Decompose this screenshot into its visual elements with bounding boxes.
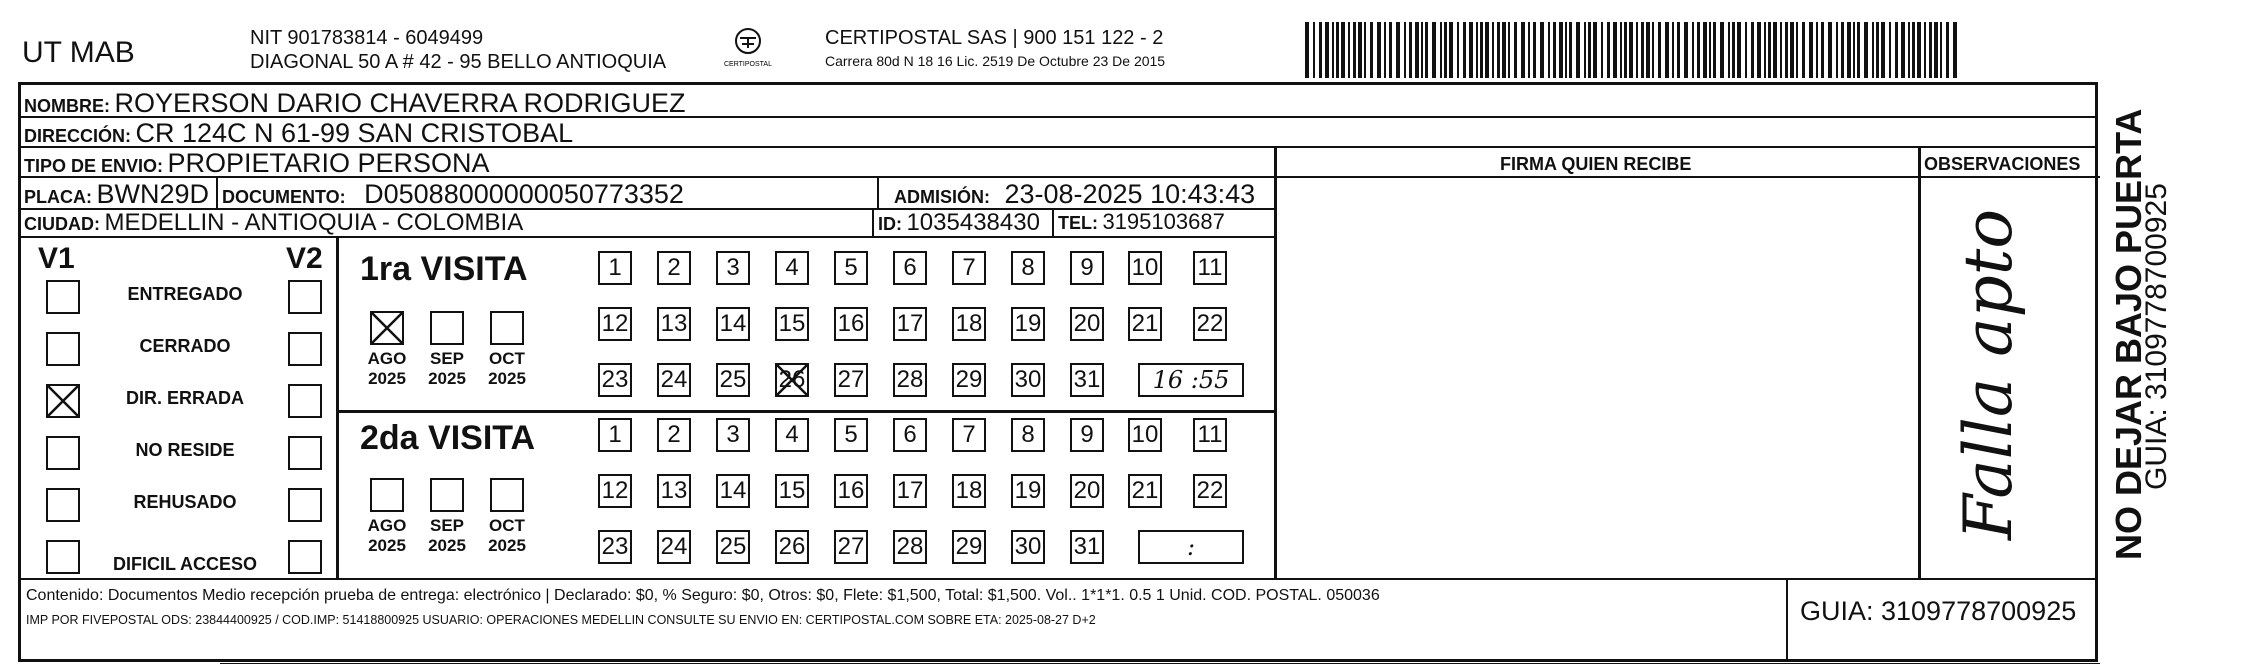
- barcode-bar: [1802, 22, 1805, 78]
- barcode-bar: [1773, 22, 1777, 78]
- barcode-bar: [1658, 22, 1661, 78]
- time-box[interactable]: :: [1138, 530, 1244, 564]
- v2-label: V2: [286, 242, 323, 275]
- barcode-bar: [1476, 22, 1478, 78]
- barcode-bar: [1593, 22, 1597, 78]
- barcode-bar: [1709, 22, 1711, 78]
- footer-guia: GUIA: 3109778700925: [1800, 596, 2077, 626]
- month-checkbox[interactable]: [430, 478, 464, 512]
- day-box[interactable]: 8: [1011, 418, 1045, 452]
- barcode-bar: [1353, 22, 1356, 78]
- barcode-bar: [1895, 22, 1898, 78]
- day-box[interactable]: 21: [1128, 307, 1162, 341]
- barcode-bar: [1313, 22, 1315, 78]
- barcode-bar: [1305, 22, 1309, 78]
- day-box[interactable]: 11: [1193, 418, 1227, 452]
- barcode-bar: [1629, 22, 1633, 78]
- day-box[interactable]: 9: [1070, 251, 1104, 285]
- v2-checkbox[interactable]: [288, 488, 322, 522]
- day-box[interactable]: 2: [657, 418, 691, 452]
- barcode-bar: [1853, 22, 1855, 78]
- day-box[interactable]: 6: [893, 418, 927, 452]
- barcode: [1305, 22, 1957, 78]
- tel-field: TEL: 3195103687: [1058, 209, 1225, 234]
- barcode-bar: [1540, 22, 1544, 78]
- day-box[interactable]: 27: [834, 363, 868, 397]
- barcode-bar: [1469, 22, 1473, 78]
- day-box[interactable]: 5: [834, 251, 868, 285]
- v2-checkbox[interactable]: [288, 332, 322, 366]
- barcode-bar: [1528, 22, 1530, 78]
- month-year: 2025: [368, 368, 406, 388]
- barcode-bar: [1809, 22, 1813, 78]
- day-box[interactable]: 8: [1011, 251, 1045, 285]
- barcode-bar: [1415, 22, 1419, 78]
- direccion-field: DIRECCIÓN: CR 124C N 61-99 SAN CRISTOBAL: [24, 118, 574, 148]
- barcode-bar: [1384, 22, 1386, 78]
- month-label: [418, 516, 476, 555]
- month-label: [358, 349, 416, 388]
- month-name: AGO: [367, 349, 407, 368]
- barcode-bar: [1924, 22, 1926, 78]
- month-label: [418, 349, 476, 388]
- barcode-bar: [1514, 22, 1517, 78]
- barcode-bar: [1348, 22, 1350, 78]
- v1-label: V1: [38, 242, 75, 275]
- v1-checkbox[interactable]: [46, 280, 80, 314]
- barcode-bar: [1624, 22, 1627, 78]
- barcode-bar: [1569, 22, 1572, 78]
- documento-field: DOCUMENTO: D05088000000050773352: [222, 179, 684, 209]
- month-label: [358, 516, 416, 555]
- barcode-bar: [1404, 22, 1406, 78]
- day-box[interactable]: 28: [893, 363, 927, 397]
- barcode-bar: [1607, 22, 1610, 78]
- barcode-bar: [1457, 22, 1459, 78]
- day-box[interactable]: 25: [716, 363, 750, 397]
- footer-content: Contenido: Documentos Medio recepción prueba de entrega: electrónico | Declarado: $0, % Seguro: $0, Otros: $0, Flete: $1,500, Total: $1,500. Vol.. 1*1*1. 0.5 1 Unid. COD. POSTAL. 050036: [26, 587, 1380, 604]
- status-label: NO RESIDE: [135, 440, 235, 460]
- barcode-bar: [1358, 22, 1362, 78]
- barcode-bar: [1816, 22, 1818, 78]
- barcode-bar: [1713, 22, 1716, 78]
- barcode-bar: [1889, 22, 1891, 78]
- day-box[interactable]: 21: [1128, 474, 1162, 508]
- day-box[interactable]: 20: [1070, 307, 1104, 341]
- barcode-bar: [1492, 22, 1494, 78]
- barcode-bar: [1409, 22, 1412, 78]
- month-year: 2025: [488, 535, 526, 555]
- barcode-bar: [1720, 22, 1724, 78]
- day-box[interactable]: 7: [952, 251, 986, 285]
- day-box[interactable]: 24: [657, 363, 691, 397]
- v1-check-mark: [46, 384, 80, 423]
- barcode-bar: [1953, 22, 1957, 78]
- barcode-bar: [1728, 22, 1730, 78]
- barcode-bar: [1613, 22, 1617, 78]
- day-box[interactable]: 25: [716, 530, 750, 564]
- sender-address: DIAGONAL 50 A # 42 - 95 BELLO ANTIOQUIA: [250, 51, 667, 73]
- day-box[interactable]: 30: [1011, 530, 1045, 564]
- day-box[interactable]: 7: [952, 418, 986, 452]
- carrier-name: CERTIPOSTAL SAS | 900 151 122 - 2: [825, 27, 1164, 49]
- barcode-bar: [1917, 22, 1921, 78]
- month-label: [478, 516, 536, 555]
- footer-print-info: IMP POR FIVEPOSTAL ODS: 23844400925 / COD.IMP: 51418800925 USUARIO: OPERACIONES MEDELLIN CONSULTE SU ENVIO EN: CERTIPOSTAL.COM SOBRE ETA: 2025-08-27 D+2: [26, 613, 1096, 627]
- month-label: [478, 349, 536, 388]
- carrier-license: Carrera 80d N 18 16 Lic. 2519 De Octubre 23 De 2015: [825, 53, 1166, 69]
- barcode-bar: [1396, 22, 1400, 78]
- day-box[interactable]: 12: [598, 474, 632, 508]
- barcode-bar: [1764, 22, 1766, 78]
- v1-checkbox[interactable]: [46, 540, 80, 574]
- visit2-title: 2da VISITA: [360, 419, 536, 457]
- barcode-bar: [1620, 22, 1622, 78]
- placa-field: PLACA: BWN29D: [24, 179, 209, 209]
- v2-checkbox[interactable]: [288, 436, 322, 470]
- day-box[interactable]: 15: [775, 474, 809, 508]
- barcode-bar: [1672, 22, 1674, 78]
- barcode-bar: [1946, 22, 1949, 78]
- day-box[interactable]: 1: [598, 251, 632, 285]
- day-box[interactable]: 16: [834, 307, 868, 341]
- barcode-bar: [1940, 22, 1942, 78]
- day-box[interactable]: 4: [775, 251, 809, 285]
- day-box[interactable]: 11: [1193, 251, 1227, 285]
- barcode-bar: [1757, 22, 1761, 78]
- time-box[interactable]: 16 :55: [1138, 363, 1244, 397]
- month-checkbox[interactable]: [490, 311, 524, 345]
- admision-field: ADMISIÓN: 23-08-2025 10:43:43: [894, 179, 1256, 209]
- barcode-bar: [1737, 22, 1741, 78]
- barcode-bar: [1836, 22, 1838, 78]
- day-box[interactable]: 15: [775, 307, 809, 341]
- barcode-bar: [1502, 22, 1506, 78]
- day-box[interactable]: 30: [1011, 363, 1045, 397]
- day-box[interactable]: 1: [598, 418, 632, 452]
- barcode-bar: [1636, 22, 1638, 78]
- month-year: 2025: [428, 368, 466, 388]
- day-box[interactable]: 29: [952, 363, 986, 397]
- day-box[interactable]: 27: [834, 530, 868, 564]
- v1-checkbox[interactable]: [46, 332, 80, 366]
- barcode-bar: [1425, 22, 1428, 78]
- visit1-title: 1ra VISITA: [360, 250, 528, 288]
- month-name: AGO: [367, 516, 407, 535]
- tipo-envio-field: TIPO DE ENVIO: PROPIETARIO PERSONA: [24, 148, 490, 178]
- barcode-bar: [1440, 22, 1442, 78]
- month-name: SEP: [429, 516, 465, 535]
- month-year: 2025: [488, 368, 526, 388]
- status-label: DIFICIL ACCESO: [112, 554, 257, 574]
- barcode-bar: [1377, 22, 1381, 78]
- day-box[interactable]: 26: [775, 530, 809, 564]
- barcode-bar: [1553, 22, 1556, 78]
- month-name: SEP: [429, 349, 465, 368]
- day-box[interactable]: 2: [657, 251, 691, 285]
- barcode-bar: [1364, 22, 1366, 78]
- day-box[interactable]: 26: [775, 363, 809, 397]
- barcode-bar: [1692, 22, 1694, 78]
- barcode-bar: [1444, 22, 1447, 78]
- barcode-bar: [1751, 22, 1754, 78]
- status-label: REHUSADO: [133, 492, 237, 512]
- id-field: ID: 1035438430: [878, 209, 1040, 236]
- barcode-bar: [1652, 22, 1654, 78]
- certipostal-logo: [718, 26, 778, 72]
- barcode-bar: [1872, 22, 1874, 78]
- day-box[interactable]: 17: [893, 307, 927, 341]
- day-box[interactable]: 18: [952, 474, 986, 508]
- day-box[interactable]: 28: [893, 530, 927, 564]
- barcode-bar: [1780, 22, 1782, 78]
- month-year: 2025: [368, 535, 406, 555]
- month-name: OCT: [489, 349, 525, 368]
- day-box[interactable]: 4: [775, 418, 809, 452]
- v1-checkbox[interactable]: [46, 436, 80, 470]
- barcode-bar: [1332, 22, 1334, 78]
- barcode-bar: [1601, 22, 1603, 78]
- barcode-bar: [1497, 22, 1500, 78]
- barcode-bar: [1463, 22, 1466, 78]
- barcode-bar: [1796, 22, 1798, 78]
- barcode-bar: [1912, 22, 1915, 78]
- day-box[interactable]: 23: [598, 530, 632, 564]
- barcode-bar: [1485, 22, 1489, 78]
- barcode-bar: [1908, 22, 1910, 78]
- day-box[interactable]: 19: [1011, 474, 1045, 508]
- barcode-bar: [1677, 22, 1680, 78]
- status-label: ENTREGADO: [127, 284, 243, 304]
- barcode-bar: [1319, 22, 1322, 78]
- day-box[interactable]: 10: [1128, 251, 1162, 285]
- day-box[interactable]: 18: [952, 307, 986, 341]
- barcode-bar: [1768, 22, 1771, 78]
- nombre-field: NOMBRE: ROYERSON DARIO CHAVERRA RODRIGUEZ: [24, 88, 686, 118]
- barcode-bar: [1641, 22, 1644, 78]
- barcode-bar: [1341, 22, 1345, 78]
- day-box[interactable]: 31: [1070, 530, 1104, 564]
- barcode-bar: [1480, 22, 1483, 78]
- barcode-bar: [1929, 22, 1932, 78]
- day-box[interactable]: 31: [1070, 363, 1104, 397]
- day-box[interactable]: 9: [1070, 418, 1104, 452]
- barcode-bar: [1821, 22, 1824, 78]
- ciudad-field: CIUDAD: MEDELLIN - ANTIOQUIA - COLOMBIA: [24, 209, 524, 236]
- v2-checkbox[interactable]: [288, 540, 322, 574]
- barcode-bar: [1876, 22, 1879, 78]
- v2-checkbox[interactable]: [288, 280, 322, 314]
- status-label: DIR. ERRADA: [125, 388, 244, 408]
- barcode-bar: [1841, 22, 1844, 78]
- day-box[interactable]: 3: [716, 251, 750, 285]
- v2-checkbox[interactable]: [288, 384, 322, 418]
- day-box[interactable]: 13: [657, 474, 691, 508]
- barcode-bar: [1828, 22, 1832, 78]
- month-checkbox[interactable]: [430, 311, 464, 345]
- barcode-bar: [1336, 22, 1339, 78]
- barcode-bar: [1421, 22, 1423, 78]
- barcode-bar: [1745, 22, 1747, 78]
- barcode-bar: [1665, 22, 1669, 78]
- barcode-bar: [1389, 22, 1392, 78]
- barcode-bar: [1588, 22, 1591, 78]
- barcode-bar: [1934, 22, 1938, 78]
- barcode-bar: [1703, 22, 1707, 78]
- side-guia: GUIA: 3109778700925: [2140, 183, 2173, 490]
- day-check-mark: [775, 363, 809, 402]
- barcode-bar: [1684, 22, 1688, 78]
- barcode-bar: [1864, 22, 1868, 78]
- day-box[interactable]: 3: [716, 418, 750, 452]
- sender-name: UT MAB: [22, 36, 135, 69]
- status-label: CERRADO: [139, 336, 231, 356]
- barcode-bar: [1881, 22, 1885, 78]
- day-box[interactable]: 14: [716, 307, 750, 341]
- month-checkbox[interactable]: [490, 478, 524, 512]
- day-box[interactable]: 24: [657, 530, 691, 564]
- day-box[interactable]: 22: [1193, 474, 1227, 508]
- barcode-bar: [1732, 22, 1735, 78]
- day-box[interactable]: 29: [952, 530, 986, 564]
- barcode-bar: [1548, 22, 1550, 78]
- svg-text:CERTIPOSTAL: CERTIPOSTAL: [724, 61, 772, 68]
- day-box[interactable]: 23: [598, 363, 632, 397]
- barcode-bar: [1584, 22, 1586, 78]
- firma-label: FIRMA QUIEN RECIBE: [1500, 154, 1692, 174]
- barcode-bar: [1857, 22, 1860, 78]
- day-box[interactable]: 19: [1011, 307, 1045, 341]
- barcode-bar: [1508, 22, 1510, 78]
- barcode-bar: [1901, 22, 1905, 78]
- day-box[interactable]: 17: [893, 474, 927, 508]
- day-box[interactable]: 14: [716, 474, 750, 508]
- day-box[interactable]: 16: [834, 474, 868, 508]
- barcode-bar: [1521, 22, 1525, 78]
- month-name: OCT: [489, 516, 525, 535]
- day-box[interactable]: 6: [893, 251, 927, 285]
- day-box[interactable]: 5: [834, 418, 868, 452]
- barcode-bar: [1370, 22, 1373, 78]
- barcode-bar: [1449, 22, 1453, 78]
- day-box[interactable]: 20: [1070, 474, 1104, 508]
- month-year: 2025: [428, 535, 466, 555]
- observaciones-label: OBSERVACIONES: [1924, 154, 2081, 174]
- barcode-bar: [1559, 22, 1563, 78]
- barcode-bar: [1847, 22, 1851, 78]
- month-check-mark: [370, 311, 404, 350]
- barcode-bar: [1432, 22, 1436, 78]
- barcode-bar: [1325, 22, 1329, 78]
- day-box[interactable]: 22: [1193, 307, 1227, 341]
- side-warning: NO DEJAR BAJO PUERTA: [2108, 108, 2149, 560]
- barcode-bar: [1697, 22, 1700, 78]
- barcode-bar: [1533, 22, 1536, 78]
- day-box[interactable]: 13: [657, 307, 691, 341]
- sender-nit: NIT 901783814 - 6049499: [250, 27, 484, 49]
- barcode-bar: [1785, 22, 1788, 78]
- barcode-bar: [1646, 22, 1650, 78]
- month-checkbox[interactable]: [370, 478, 404, 512]
- barcode-bar: [1790, 22, 1794, 78]
- observation-handwriting: Falla apto: [1950, 208, 2027, 540]
- day-box[interactable]: 10: [1128, 418, 1162, 452]
- barcode-bar: [1576, 22, 1580, 78]
- barcode-bar: [1565, 22, 1567, 78]
- v1-checkbox[interactable]: [46, 488, 80, 522]
- day-box[interactable]: 12: [598, 307, 632, 341]
